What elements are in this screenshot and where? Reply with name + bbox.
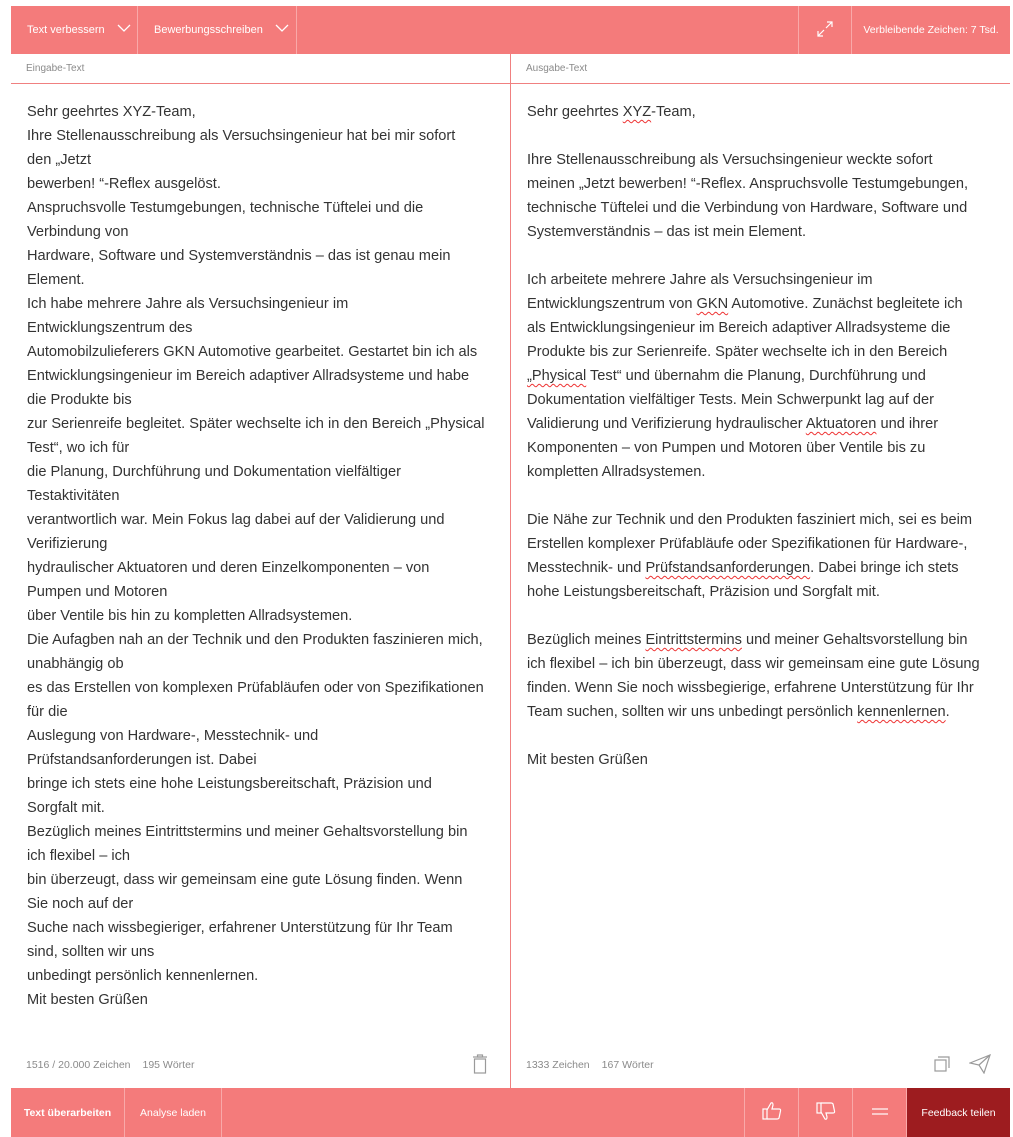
mode-dropdown-label: Text verbessern [27, 24, 105, 36]
input-text-line: über Ventile bis hin zu kompletten Allradsystemen. [27, 608, 353, 624]
input-text-line: den „Jetzt [27, 152, 92, 168]
input-text-line: Testaktivitäten [27, 488, 120, 504]
spellcheck-flagged-word: Prüfstandsanforderungen [645, 560, 811, 576]
output-text-segment: Test“ und übernahm die Planung, Durchführung und [586, 368, 926, 384]
spellcheck-flagged-word: Aktuatoren [805, 416, 877, 432]
output-text-line [527, 508, 995, 532]
input-text-line: Pumpen und Motoren [27, 584, 168, 600]
output-text-segment: Bezüglich meines [527, 632, 646, 648]
output-blank-line [527, 604, 995, 628]
spellcheck-flagged-word: kennenlernen [857, 704, 946, 720]
output-panel [511, 54, 1010, 1088]
input-text-line: hydraulischer Aktuatoren und deren Einzelkomponenten – von [27, 560, 430, 576]
input-text-line: Hardware, Software und Systemverständnis – das ist genau mein [27, 248, 451, 264]
expand-icon [817, 21, 833, 40]
output-text-line [527, 676, 995, 700]
output-text-line [527, 388, 995, 412]
bottom-toolbar [11, 1088, 1010, 1137]
input-text-line: Ich habe mehrere Jahre als Versuchsingenieur im [27, 296, 349, 312]
input-text-line: bringe ich stets eine hohe Leistungsbereitschaft, Präzision und [27, 776, 432, 792]
input-panel [11, 54, 511, 1088]
output-text-segment: -Team, [651, 104, 696, 120]
input-text-line: Suche nach wissbegieriger, erfahrener Unterstützung für Ihr Team [27, 920, 453, 936]
spellcheck-flagged-word: „Physical [527, 368, 587, 384]
spellcheck-flagged-word: Eintrittstermins [645, 632, 742, 648]
input-text-line: für die [27, 704, 68, 720]
output-text-segment: Messtechnik- und [527, 560, 646, 576]
input-text-line: Element. [27, 272, 85, 288]
output-text-segment: . [945, 704, 950, 720]
send-icon[interactable] [968, 1052, 992, 1076]
input-text-line: die Planung, Durchführung und Dokumentation vielfältiger [27, 464, 401, 480]
thumbs-up-button[interactable] [745, 1088, 799, 1137]
input-text-line: es das Erstellen von komplexen Prüfabläufen oder von Spezifikationen [27, 680, 484, 696]
equals-icon [872, 1107, 888, 1119]
letter-type-dropdown[interactable] [138, 6, 297, 54]
input-text-line: ich flexibel – ich [27, 848, 131, 864]
output-text-line [527, 532, 995, 556]
output-text-line [527, 364, 995, 388]
output-text-line [527, 580, 995, 604]
input-text-line: Entwicklungsingenieur im Bereich adaptiver Allradsysteme und habe [27, 368, 470, 384]
output-text-line [527, 172, 995, 196]
input-text-line: die Produkte bis [27, 392, 132, 408]
chevron-down-icon [117, 24, 131, 36]
output-text-segment: Produkte bis zur Serienreife. Später wechselte ich in den Bereich [527, 344, 948, 360]
input-text-line: verantwortlich war. Mein Fokus lag dabei auf der Validierung und [27, 512, 445, 528]
output-text-segment: technische Tüftelei und die Verbindung von Hardware, Software und [527, 200, 968, 216]
output-text-line [527, 748, 995, 772]
chevron-down-icon [275, 24, 289, 36]
input-text-line: unbedingt persönlich kennenlernen. [27, 968, 259, 984]
input-char-count: 1516 / 20.000 Zeichen [26, 1059, 131, 1071]
load-analysis-button[interactable]: Analyse laden [125, 1088, 222, 1137]
rework-text-button[interactable]: Text überarbeiten [11, 1088, 125, 1137]
input-text-line: Auslegung von Hardware-, Messtechnik- und [27, 728, 319, 744]
output-text-segment: Komponenten – von Pumpen und Motoren über Ventile bis zu [527, 440, 926, 456]
output-text-line [527, 436, 995, 460]
output-text-line [527, 412, 995, 436]
input-text-line: Bezüglich meines Eintrittstermins und meiner Gehaltsvorstellung bin [27, 824, 468, 840]
share-feedback-button[interactable]: Feedback teilen [907, 1088, 1010, 1137]
output-text-segment: Mit besten Grüßen [527, 752, 648, 768]
input-panel-footer [11, 1042, 510, 1088]
editor-panels [11, 54, 1010, 1088]
output-panel-footer [511, 1042, 1010, 1088]
input-text-line: Automobilzulieferers GKN Automotive gearbeitet. Gestartet bin ich als [27, 344, 478, 360]
trash-icon[interactable] [468, 1052, 492, 1076]
input-text-line: Die Aufagben nah an der Technik und den Produkten faszinieren mich, [27, 632, 483, 648]
output-text-segment: Erstellen komplexer Prüfabläufe oder Spezifikationen für Hardware-, [527, 536, 968, 552]
output-text-segment: ich flexibel – ich bin überzeugt, dass wir gemeinsam eine gute Lösung [527, 656, 980, 672]
remaining-characters: Verbleibende Zeichen: 7 Tsd. [863, 24, 999, 36]
output-text-line [527, 196, 995, 220]
input-text-line: Sie noch auf der [27, 896, 134, 912]
output-footer-actions [930, 1052, 992, 1076]
input-text-line: Ihre Stellenausschreibung als Versuchsingenieur hat bei mir sofort [27, 128, 456, 144]
bottom-spacer [222, 1088, 745, 1137]
input-text-line: unabhängig ob [27, 656, 124, 672]
input-panel-label: Eingabe-Text [11, 54, 510, 84]
input-text-line: bewerben! “-Reflex ausgelöst. [27, 176, 221, 192]
input-text-line: Verifizierung [27, 536, 108, 552]
input-text-line: sind, sollten wir uns [27, 944, 155, 960]
spellcheck-flagged-word: XYZ [622, 104, 652, 120]
input-text-line: Sorgfalt mit. [27, 800, 105, 816]
letter-type-dropdown-label: Bewerbungsschreiben [154, 24, 263, 36]
top-toolbar [11, 6, 1010, 54]
output-text-line [527, 340, 995, 364]
output-text-segment: hohe Leistungsbereitschaft, Präzision und Sorgfalt mit. [527, 584, 880, 600]
output-text-segment: Sehr geehrtes [527, 104, 623, 120]
spellcheck-flagged-word: GKN [696, 296, 729, 312]
output-text-segment: Dokumentation vielfältiger Tests. Mein Schwerpunkt lag auf der [527, 392, 934, 408]
input-text-line: Sehr geehrtes XYZ-Team, [27, 104, 196, 120]
output-text-line [527, 292, 995, 316]
input-text-line: zur Serienreife begleitet. Später wechselte ich in den Bereich „Physical [27, 416, 485, 432]
output-blank-line [527, 484, 995, 508]
output-text-segment: Systemverständnis – das ist mein Element. [527, 224, 807, 240]
expand-button[interactable] [799, 6, 852, 54]
input-text-line: Test“, wo ich für [27, 440, 130, 456]
output-text-line [527, 556, 995, 580]
output-text-segment: und meiner Gehaltsvorstellung bin [741, 632, 968, 648]
output-text-segment: Team suchen, sollten wir uns unbedingt persönlich [527, 704, 858, 720]
output-blank-line [527, 124, 995, 148]
input-footer-actions [468, 1052, 492, 1076]
thumbs-up-icon [762, 1101, 782, 1124]
output-text-segment: als Entwicklungsingenieur im Bereich adaptiver Allradsysteme die [527, 320, 951, 336]
output-word-count: 167 Wörter [601, 1059, 654, 1071]
output-text-line [527, 316, 995, 340]
input-text-line: Entwicklungszentrum des [27, 320, 193, 336]
output-text-segment: Ihre Stellenausschreibung als Versuchsingenieur weckte sofort [527, 152, 933, 168]
menu-button[interactable] [853, 1088, 907, 1137]
output-text-line [527, 628, 995, 652]
thumbs-down-button[interactable] [799, 1088, 853, 1137]
output-text [511, 84, 1010, 772]
output-blank-line [527, 724, 995, 748]
output-text-line [527, 460, 995, 484]
output-text-line [527, 100, 995, 124]
output-panel-label: Ausgabe-Text [511, 54, 1010, 84]
output-text-segment: . Dabei bringe ich stets [810, 560, 959, 576]
output-text-line [527, 148, 995, 172]
input-word-count: 195 Wörter [142, 1059, 195, 1071]
output-text-segment: Ich arbeitete mehrere Jahre als Versuchsingenieur im [527, 272, 873, 288]
output-text-line [527, 268, 995, 292]
copy-icon[interactable] [930, 1052, 954, 1076]
output-blank-line [527, 244, 995, 268]
input-text-line: bin überzeugt, dass wir gemeinsam eine gute Lösung finden. Wenn [27, 872, 463, 888]
output-char-count: 1333 Zeichen [526, 1059, 590, 1071]
thumbs-down-icon [816, 1101, 836, 1124]
toolbar-spacer [297, 6, 799, 54]
output-text-line [527, 652, 995, 676]
output-text-segment: kompletten Allradsystemen. [527, 464, 706, 480]
input-text-line: Verbindung von [27, 224, 129, 240]
mode-dropdown[interactable] [11, 6, 138, 54]
output-text-segment: und ihrer [876, 416, 939, 432]
output-text-segment: meinen „Jetzt bewerben! “-Reflex. Anspruchsvolle Testumgebungen, [527, 176, 969, 192]
output-text-segment: finden. Wenn Sie noch wissbegierige, erfahrene Unterstützung für Ihr [527, 680, 974, 696]
output-text-line [527, 220, 995, 244]
input-textarea[interactable] [11, 84, 510, 1012]
output-text-segment: Entwicklungszentrum von [527, 296, 697, 312]
output-text-segment: Automotive. Zunächst begleitete ich [728, 296, 963, 312]
input-text-line: Anspruchsvolle Testumgebungen, technische Tüftelei und die [27, 200, 424, 216]
input-text-line: Mit besten Grüßen [27, 992, 148, 1008]
output-text-line [527, 700, 995, 724]
output-text-segment: Die Nähe zur Technik und den Produkten fasziniert mich, sei es beim [527, 512, 973, 528]
output-text-segment: Validierung und Verifizierung hydraulischer [527, 416, 806, 432]
input-text-line: Prüfstandsanforderungen ist. Dabei [27, 752, 257, 768]
